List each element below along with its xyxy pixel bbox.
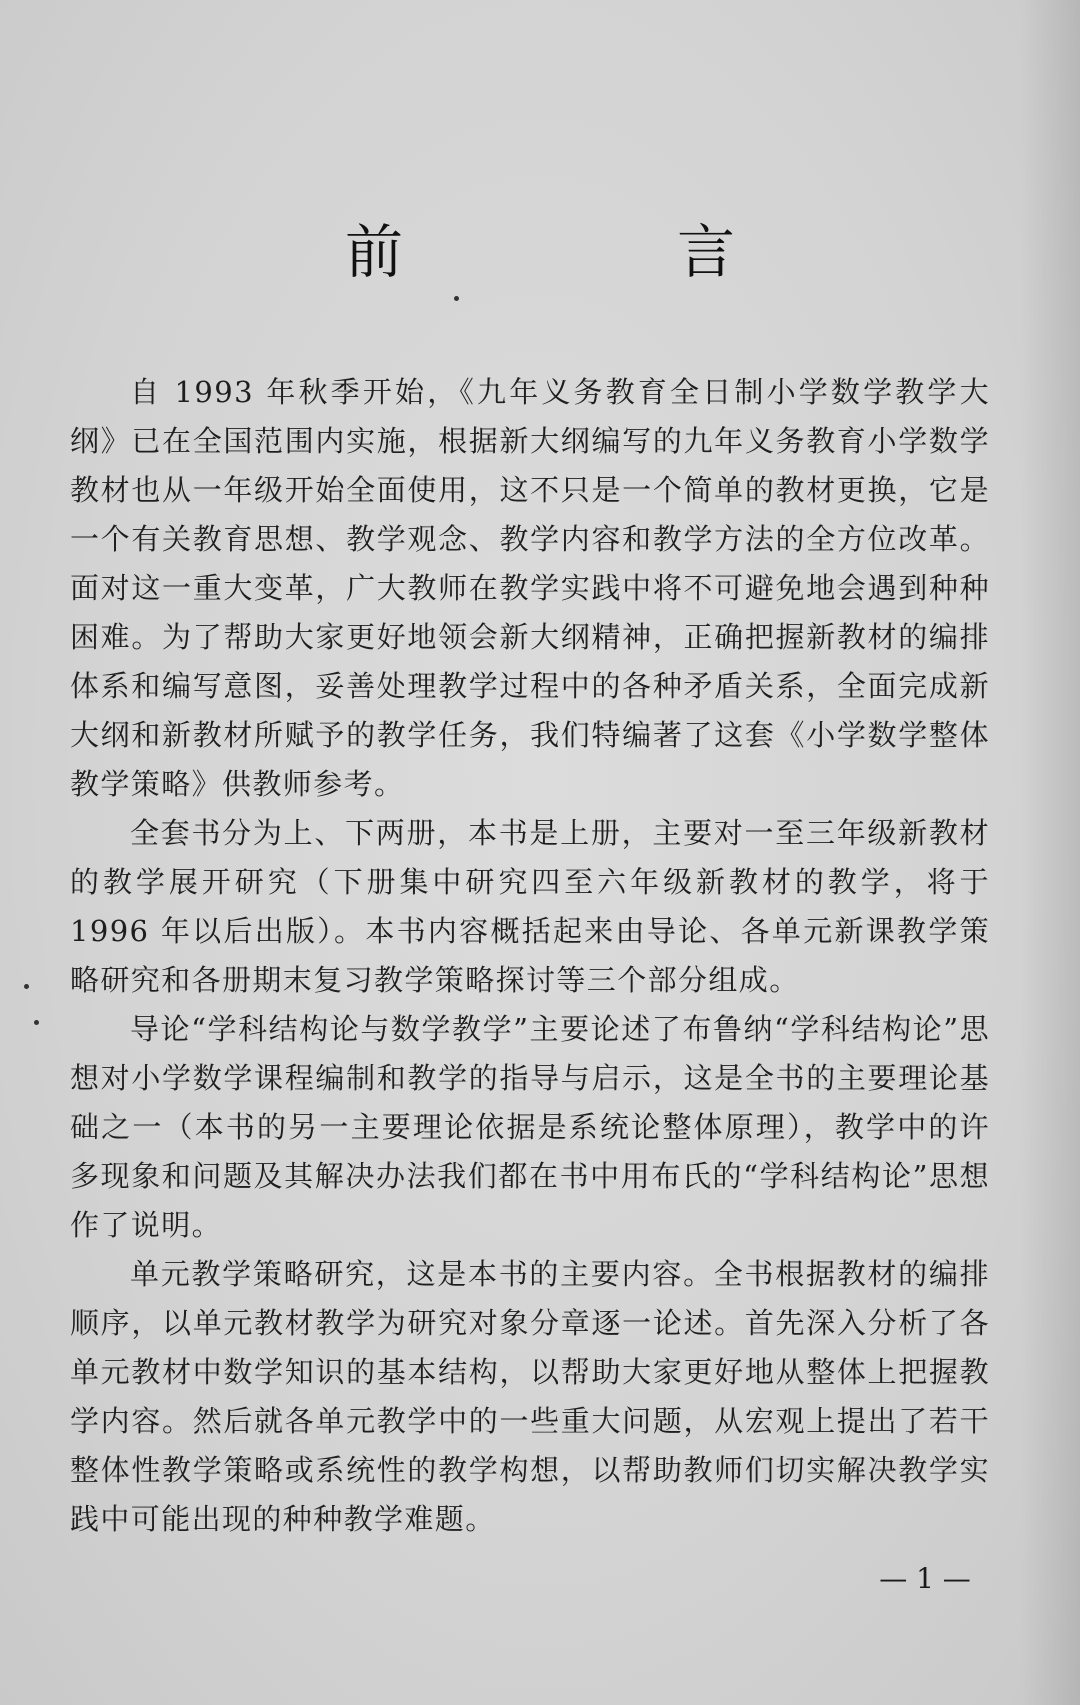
scan-speck: [24, 984, 29, 989]
paragraph-3: 导论“学科结构论与数学教学”主要论述了布鲁纳“学科结构论”思想对小学数学课程编制和教学的指导与启示，这是全书的主要理论基础之一（本书的另一主要理论依据是系统论整体原理），教学中的许多现象和问题及其解决办法我们都在书中用布氏的“学科结构论”思想作了说明。: [70, 1012, 990, 1242]
scan-speck: [34, 1020, 39, 1025]
scan-speck: [454, 296, 459, 301]
page-number: — 1 —: [879, 1562, 971, 1595]
preface-body: [70, 368, 990, 1544]
paragraph-4: 单元教学策略研究，这是本书的主要内容。全书根据教材的编排顺序，以单元教材教学为研究对象分章逐一论述。首先深入分析了各单元教材中数学知识的基本结构，以帮助大家更好地从整体上把握教学内容。然后就各单元教学中的一些重大问题，从宏观上提出了若干整体性教学策略或系统性的教学构想，以帮助教师们切实解决教学实践中可能出现的种种教学难题。: [70, 1257, 990, 1536]
paragraph-1: 自 1993 年秋季开始，《九年义务教育全日制小学数学教学大纲》已在全国范围内实施，根据新大纲编写的九年义务教育小学数学教材也从一年级开始全面使用，这不只是一个简单的教材更换，它是一个有关教育思想、教学观念、教学内容和教学方法的全方位改革。面对这一重大变革，广大教师在教学实践中将不可避免地会遇到种种困难。为了帮助大家更好地领会新大纲精神，正确把握新教材的编排体系和编写意图，妥善处理教学过程中的各种矛盾关系，全面完成新大纲和新教材所赋予的教学任务，我们特编著了这套《小学数学整体教学策略》供教师参考。: [70, 375, 990, 801]
page-title: 前 言: [344, 218, 843, 286]
paragraph-2: 全套书分为上、下两册，本书是上册，主要对一至三年级新教材的教学展开研究（下册集中研究四至六年级新教材的教学，将于 1996 年以后出版）。本书内容概括起来由导论、各单元新课教学策略研究和各册期末复习教学策略探讨等三个部分组成。: [70, 816, 990, 997]
